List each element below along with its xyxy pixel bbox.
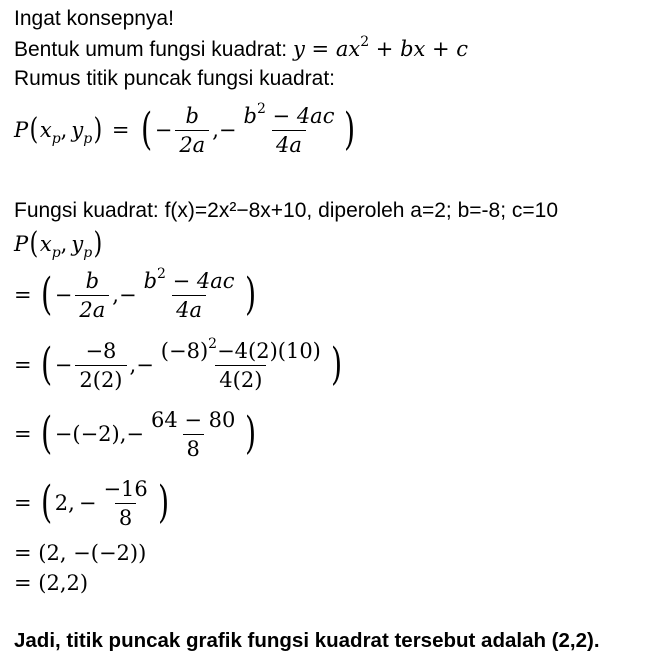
fraction-discriminant-over-4a — [140, 265, 239, 322]
numerator: b — [185, 103, 199, 128]
denominator: 4a — [272, 130, 306, 157]
given-statement: Fungsi kuadrat: f(x)=2x²−8x+10, diperoleh a=2; b=-8; c=10 — [14, 199, 559, 222]
numerator: $(-8)^2-4(2)(10)$ — [160, 335, 321, 363]
minus-sign: − — [78, 491, 97, 515]
left-paren-big: ( — [40, 408, 52, 459]
left-paren-big: ( — [40, 477, 52, 528]
left-paren-big: ( — [40, 339, 52, 390]
step-2 — [14, 332, 345, 398]
denominator: 8 — [115, 503, 136, 530]
right-paren-big: ) — [244, 269, 256, 320]
conclusion: Jadi, titik puncak grafik fungsi kuadrat tersebut adalah (2,2). — [14, 629, 600, 652]
comma: , — [60, 118, 68, 142]
fraction-step2-first — [75, 339, 126, 392]
numerator: $b^2 - 4ac$ — [143, 265, 235, 293]
point-p: P — [14, 118, 29, 142]
comma: , — [212, 118, 219, 142]
equals-sign: = — [14, 422, 32, 446]
equals-sign: = — [14, 491, 32, 515]
general-form-eq: = — [304, 37, 336, 61]
fraction-step3 — [147, 408, 239, 461]
step5-text: = (2, −(−2)) — [14, 541, 147, 565]
numerator: $b^2 - 4ac$ — [243, 100, 335, 128]
right-paren: ) — [93, 112, 103, 147]
point-p: P — [14, 232, 29, 256]
minus-sign: − — [154, 118, 173, 142]
step-5 — [14, 538, 146, 568]
general-form-rest: + bx + c — [369, 37, 469, 61]
step-3 — [14, 402, 260, 466]
fraction-step4 — [99, 477, 151, 530]
step3-first-term: −(−2), — [54, 422, 127, 446]
xp-var: $x_p$ — [39, 232, 61, 261]
left-paren: ( — [29, 226, 39, 261]
denominator: 2a — [75, 295, 109, 322]
minus-sign: − — [54, 353, 73, 377]
yp-var: $y_p$ — [71, 232, 93, 261]
vertex-formula-label: Rumus titik puncak fungsi kuadrat: — [14, 67, 335, 90]
denominator: 8 — [183, 434, 204, 461]
vertex-formula — [14, 96, 359, 164]
numerator: −8 — [85, 338, 117, 363]
numerator: 64 − 80 — [151, 407, 236, 432]
xp-var: $x_p$ — [39, 118, 61, 147]
fraction-step2-second — [157, 335, 325, 392]
numerator: −16 — [103, 476, 148, 501]
step4-first-term: 2, — [54, 491, 75, 515]
right-paren-big: ) — [157, 477, 169, 528]
comma: , — [129, 353, 137, 377]
equals-sign: = — [14, 353, 32, 377]
step-4 — [14, 470, 172, 536]
denominator: 2a — [175, 130, 209, 157]
comma: , — [60, 232, 68, 256]
general-form-square: 2 — [360, 34, 370, 50]
left-paren-big: ( — [40, 269, 52, 320]
comma: , — [112, 283, 119, 307]
yp-var: $y_p$ — [71, 118, 93, 147]
denominator: 2(2) — [75, 365, 126, 392]
numerator: b — [85, 268, 100, 293]
minus-sign: − — [218, 118, 237, 142]
equals-sign: = — [111, 118, 130, 142]
step-1 — [14, 262, 259, 328]
minus-sign: − — [136, 353, 154, 377]
step-6 — [14, 568, 88, 598]
intro-title: Ingat konsepnya! — [14, 7, 174, 30]
step-point — [14, 228, 104, 260]
left-paren-big: ( — [140, 104, 152, 155]
equals-sign: = — [14, 283, 32, 307]
left-paren: ( — [29, 112, 39, 147]
right-paren-big: ) — [330, 339, 343, 390]
fraction-b-over-2a — [75, 269, 109, 322]
right-paren: ) — [93, 226, 103, 261]
denominator: 4(2) — [215, 365, 266, 392]
denominator: 4a — [172, 295, 206, 322]
general-form-ax: ax — [335, 37, 361, 61]
fraction-discriminant-over-4a — [240, 100, 339, 157]
step6-text: = (2,2) — [14, 571, 89, 595]
general-form-y: y — [293, 37, 305, 61]
general-form-line — [14, 36, 468, 63]
minus-sign: − — [126, 422, 145, 446]
right-paren-big: ) — [344, 104, 356, 155]
right-paren-big: ) — [245, 408, 257, 459]
general-form-label: Bentuk umum fungsi kuadrat: — [14, 38, 288, 61]
fraction-b-over-2a — [175, 104, 209, 157]
minus-sign: − — [118, 283, 137, 307]
minus-sign: − — [54, 283, 73, 307]
